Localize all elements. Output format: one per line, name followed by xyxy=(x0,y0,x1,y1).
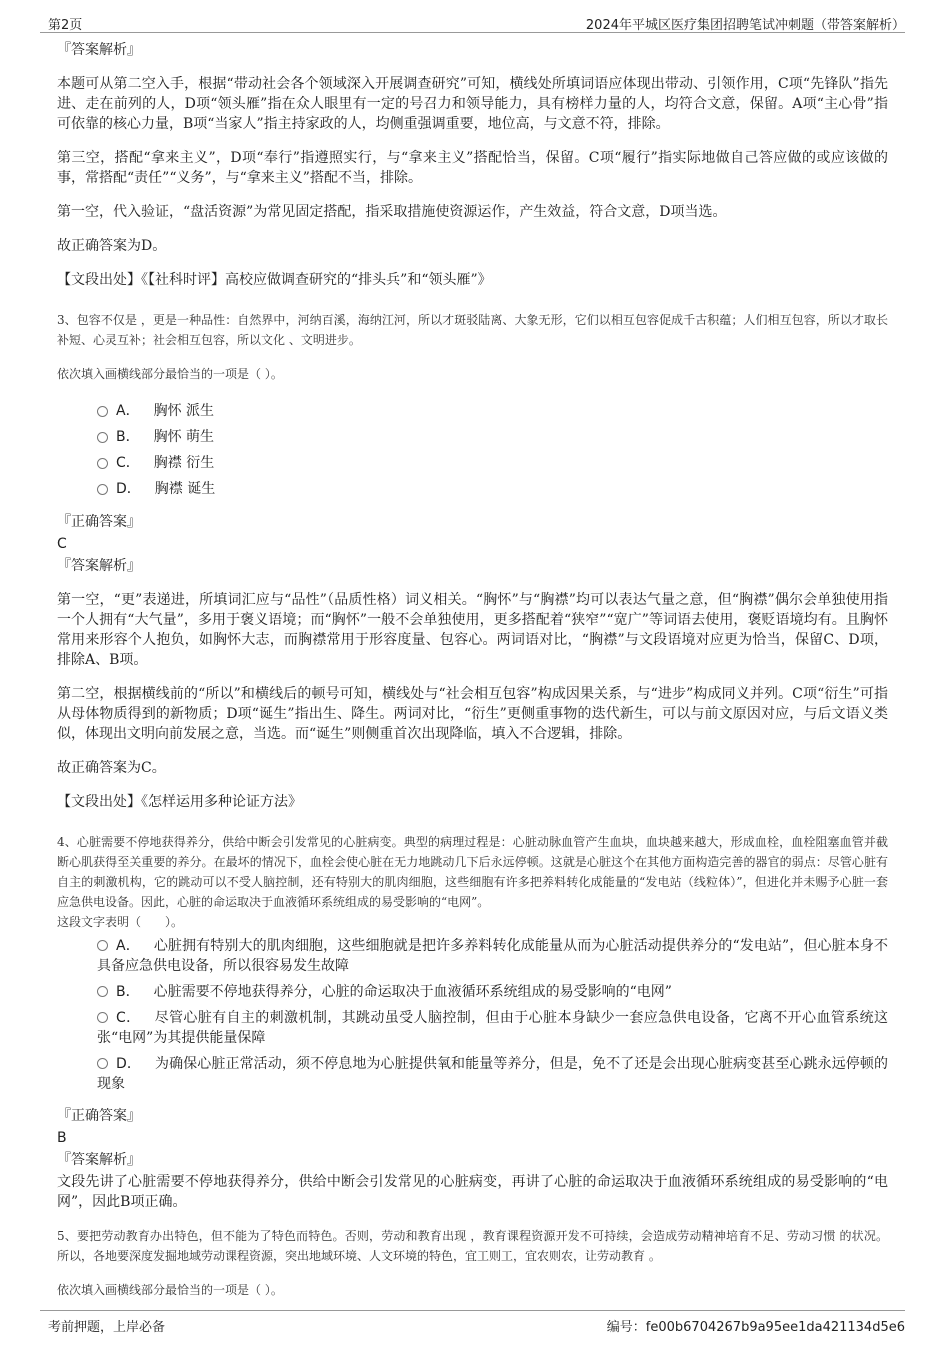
q3-conclusion: 故正确答案为C。 xyxy=(57,760,166,776)
q3-source: 【文段出处】《怎样运用多种论证方法》 xyxy=(57,794,302,810)
q3-prompt: 依次填入画横线部分最恰当的一项是（ ）。 xyxy=(57,367,283,381)
q3-option-a[interactable]: A． 胸怀 派生 xyxy=(97,398,888,424)
footer-motto: 考前押题，上岸必备 xyxy=(48,1320,166,1335)
radio-icon[interactable] xyxy=(97,432,108,443)
q3-option-d[interactable]: D． 胸襟 诞生 xyxy=(97,476,888,502)
q3-explain-label: 『答案解析』 xyxy=(57,558,141,574)
q4-option-a[interactable]: A． 心脏拥有特别大的肌肉细胞，这些细胞就是把许多养料转化成能量从而为心脏活动提供养分的“发电站”，但心脏本身不具备应急供电设备，所以很容易发生故障 xyxy=(97,938,889,974)
document-title: 2024年平城区医疗集团招聘笔试冲刺题（带答案解析） xyxy=(585,18,905,33)
document-code: 编号：fe00b6704267b9a95ee1da421134d5e6 xyxy=(606,1320,905,1335)
q2-conclusion: 故正确答案为D。 xyxy=(57,238,167,254)
q4-explain-label: 『答案解析』 xyxy=(57,1152,141,1168)
radio-icon[interactable] xyxy=(97,484,108,495)
document-body xyxy=(57,40,888,1314)
radio-icon[interactable] xyxy=(97,986,108,997)
q3-option-b[interactable]: B． 胸怀 萌生 xyxy=(97,424,888,450)
radio-icon[interactable] xyxy=(97,406,108,417)
q2-explain-para: 第三空，搭配“拿来主义”，D项“奉行”指遵照实行，与“拿来主义”搭配恰当，保留。C项“履行”指实际地做自己答应做的或应该做的事，常搭配“责任”“义务”，与“拿来主义”搭配不当，排除。 xyxy=(57,150,888,186)
q4-answer: B xyxy=(57,1130,67,1146)
radio-icon[interactable] xyxy=(97,458,108,469)
q4-option-b[interactable]: B． 心脏需要不停地获得养分，心脏的命运取决于血液循环系统组成的易受影响的“电网” xyxy=(97,982,888,1002)
q3-answer-label: 『正确答案』 xyxy=(57,514,141,530)
page-header xyxy=(40,10,905,33)
q4-options xyxy=(97,936,888,1094)
radio-icon[interactable] xyxy=(97,1012,108,1023)
q3-option-c[interactable]: C． 胸襟 衍生 xyxy=(97,450,888,476)
q3-explain-para: 第一空，“更”表递进，所填词汇应与“品性”（品质性格）词义相关。“胸怀”与“胸襟”均可以表达气量之意，但“胸襟”偶尔会单独使用指一个人拥有“大气量”，多用于褒义语境；而“胸怀”一般不会单独使用，更多搭配着“狭窄”“宽广”等词语去使用，褒贬语境均有。且胸怀常用来形容个人抱负，如胸怀大志，而胸襟常用于形容度量、包容心。两词语对比，“胸襟”与文段语境对应更为恰当，保留C、D项，排除A、B项。 xyxy=(57,592,888,668)
q3-options xyxy=(97,398,888,502)
q4-option-c[interactable]: C． 尽管心脏有自主的刺激机制，其跳动虽受人脑控制，但由于心脏本身缺少一套应急供电设备，它离不开心血管系统这张“电网”为其提供能量保障 xyxy=(97,1010,889,1046)
q5-prompt: 依次填入画横线部分最恰当的一项是（ ）。 xyxy=(57,1283,283,1297)
q3-stem: 3、包容不仅是 ，更是一种品性：自然界中，河纳百溪，海纳江河，所以才斑驳陆离、大象无形，它们以相互包容促成千古积蕴；人们相互包容，所以才取长补短、心灵互补；社会相互包容，所以文化 、文明进步。 xyxy=(57,313,888,347)
q4-answer-label: 『正确答案』 xyxy=(57,1108,141,1124)
q4-stem: 4、心脏需要不停地获得养分，供给中断会引发常见的心脏病变。典型的病理过程是：心脏动脉血管产生血块，血块越来越大，形成血栓，血栓阻塞血管并截断心肌获得至关重要的养分。在最坏的情况下，血栓会使心脏在无力地跳动几下后永远停顿。这就是心脏这个在其他方面构造完善的器官的弱点：尽管心脏有自主的刺激机构，它的跳动可以不受人脑控制，还有特别大的肌肉细胞，这些细胞有许多把养料转化成能量的“发电站（线粒体）”，但进化并未赐予心脏一套应急供电设备。因此，心脏的命运取决于血液循环系统组成的易受影响的“电网”。 xyxy=(57,835,888,909)
q4-explain-para: 文段先讲了心脏需要不停地获得养分，供给中断会引发常见的心脏病变，再讲了心脏的命运取决于血液循环系统组成的易受影响的“电网”，因此B项正确。 xyxy=(57,1174,888,1210)
radio-icon[interactable] xyxy=(97,940,108,951)
q5-stem: 5、要把劳动教育办出特色，但不能为了特色而特色。否则，劳动和教育出现 ，教育课程资源开发不可持续，会造成劳动精神培育不足、劳动习惯 的状况。所以，各地要深度发掘地域劳动课程资源，突出地域环境、人文环境的特色，宜工则工，宜农则农，让劳动教育 。 xyxy=(57,1229,888,1263)
q2-explain-label: 『答案解析』 xyxy=(57,42,141,58)
q4-prompt: 这段文字表明（ ）。 xyxy=(57,915,184,929)
q3-answer: C xyxy=(57,536,67,552)
page-number: 第2页 xyxy=(48,18,83,33)
q2-explain-para: 第一空，代入验证，“盘活资源”为常见固定搭配，指采取措施使资源运作，产生效益，符合文意，D项当选。 xyxy=(57,204,727,220)
q4-option-d[interactable]: D． 为确保心脏正常活动，须不停息地为心脏提供氧和能量等养分，但是，免不了还是会出现心脏病变甚至心跳永远停顿的现象 xyxy=(97,1056,889,1092)
q2-explain-para: 本题可从第二空入手，根据“带动社会各个领域深入开展调查研究”可知，横线处所填词语应体现出带动、引领作用，C项“先锋队”指先进、走在前列的人，D项“领头雁”指在众人眼里有一定的号召力和领导能力，具有榜样力量的人，均符合文意，保留。A项“主心骨”指可依靠的核心力量，B项“当家人”指主持家政的人，均侧重强调重要，地位高，与文意不符，排除。 xyxy=(57,76,888,132)
q3-explain-para: 第二空，根据横线前的“所以”和横线后的顿号可知，横线处与“社会相互包容”构成因果关系，与“进步”构成同义并列。C项“衍生”可指从母体物质得到的新物质；D项“诞生”指出生、降生。两词对比，“衍生”更侧重事物的迭代新生，可以与前文原因对应，与后文语义类似，体现出文明向前发展之意，当选。而“诞生”则侧重首次出现降临，填入不合逻辑，排除。 xyxy=(57,686,888,742)
page-footer xyxy=(40,1310,905,1335)
radio-icon[interactable] xyxy=(97,1058,108,1069)
q2-source: 【文段出处】《【社科时评】高校应做调查研究的“排头兵”和“领头雁”》 xyxy=(57,272,492,288)
